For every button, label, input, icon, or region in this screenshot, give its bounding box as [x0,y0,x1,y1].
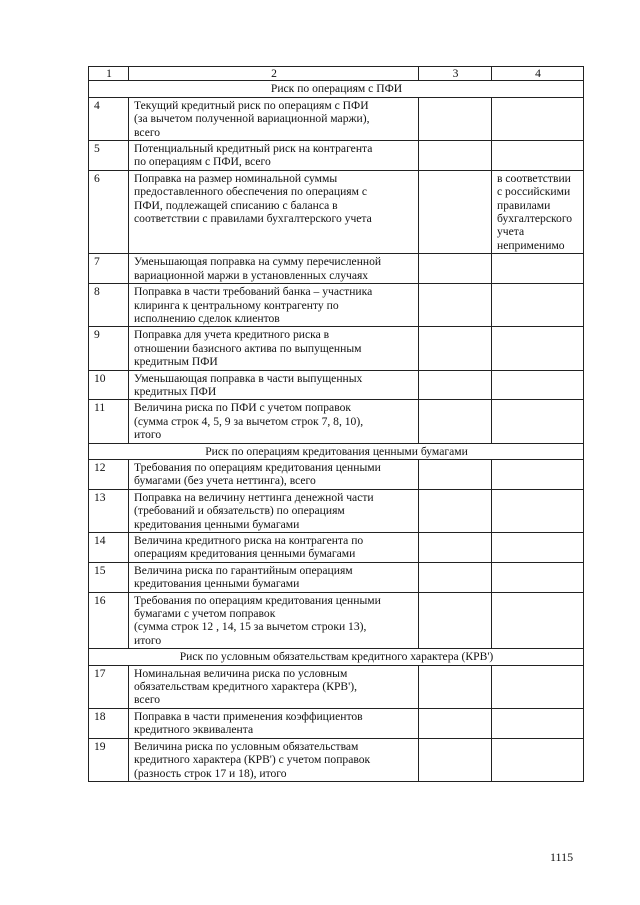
header-cell-2: 2 [129,67,419,81]
row-description: Номинальная величина риска по условным обязательствам кредитного характера (КРВ'), всего [129,665,419,708]
row-col3-value [419,327,492,370]
row-col4-value [492,738,584,781]
row-description: Поправка на величину неттинга денежной части (требований и обязательств) по операциям кредитования ценными бумагами [129,489,419,532]
row-description: Величина риска по условным обязательствам кредитного характера (КРВ') с учетом поправок (разность строк 17 и 18), итого [129,738,419,781]
row-description: Текущий кредитный риск по операциям с ПФИ (за вычетом полученной вариационной маржи), всего [129,97,419,140]
table-row [89,489,584,532]
row-number: 17 [89,665,129,708]
row-col4-value [492,459,584,489]
row-col3-value [419,370,492,400]
row-col4-value [492,400,584,443]
table-row [89,327,584,370]
row-description: Поправка для учета кредитного риска в отношении базисного актива по выпущенным кредитным ПФИ [129,327,419,370]
row-number: 16 [89,592,129,649]
row-col4-value [492,254,584,284]
row-col3-value [419,592,492,649]
row-description: Поправка в части применения коэффициентов кредитного эквивалента [129,708,419,738]
row-number: 7 [89,254,129,284]
row-number: 15 [89,562,129,592]
row-number: 6 [89,170,129,253]
table-row [89,170,584,253]
row-col4-value [492,97,584,140]
row-number: 8 [89,284,129,327]
row-number: 5 [89,141,129,171]
row-number: 10 [89,370,129,400]
table-row [89,562,584,592]
table-row [89,738,584,781]
row-col3-value [419,708,492,738]
row-col3-value [419,533,492,563]
page-number: 1115 [550,850,574,864]
table-row [89,400,584,443]
table-row [89,284,584,327]
row-col4-value [492,592,584,649]
row-col3-value [419,97,492,140]
row-col3-value [419,489,492,532]
row-col4-value [492,533,584,563]
section-title: Риск по условным обязательствам кредитного характера (КРВ') [89,649,584,665]
data-table [88,66,584,782]
row-col4-value: в соответствии с российскими правилами бухгалтерского учета неприменимо [492,170,584,253]
row-number: 4 [89,97,129,140]
row-number: 19 [89,738,129,781]
row-description: Величина риска по гарантийным операциям кредитования ценными бумагами [129,562,419,592]
row-description: Поправка в части требований банка – участника клиринга к центральному контрагенту по исполнению сделок клиентов [129,284,419,327]
section-header-row [89,81,584,97]
row-col4-value [492,708,584,738]
row-col3-value [419,562,492,592]
table-row [89,459,584,489]
row-number: 12 [89,459,129,489]
table-body [89,67,584,782]
row-number: 9 [89,327,129,370]
table-row [89,592,584,649]
row-number: 14 [89,533,129,563]
table-row [89,97,584,140]
header-cell-3: 3 [419,67,492,81]
row-col3-value [419,170,492,253]
row-col4-value [492,370,584,400]
table-row [89,141,584,171]
row-description: Требования по операциям кредитования ценными бумагами с учетом поправок (сумма строк 12 , 14, 15 за вычетом строки 13), итого [129,592,419,649]
row-col3-value [419,665,492,708]
table-row [89,708,584,738]
row-description: Величина кредитного риска на контрагента по операциям кредитования ценными бумагами [129,533,419,563]
row-description: Уменьшающая поправка на сумму перечисленной вариационной маржи в установленных случаях [129,254,419,284]
row-col3-value [419,254,492,284]
row-number: 11 [89,400,129,443]
row-col4-value [492,284,584,327]
section-header-row [89,649,584,665]
header-row [89,67,584,81]
row-description: Уменьшающая поправка в части выпущенных кредитных ПФИ [129,370,419,400]
table-row [89,665,584,708]
row-description: Потенциальный кредитный риск на контрагента по операциям с ПФИ, всего [129,141,419,171]
section-title: Риск по операциям с ПФИ [89,81,584,97]
section-title: Риск по операциям кредитования ценными бумагами [89,443,584,459]
row-col4-value [492,489,584,532]
row-col4-value [492,327,584,370]
row-description: Требования по операциям кредитования ценными бумагами (без учета неттинга), всего [129,459,419,489]
table-row [89,370,584,400]
row-col3-value [419,400,492,443]
row-col4-value [492,665,584,708]
table-row [89,254,584,284]
row-col4-value [492,562,584,592]
row-col3-value [419,284,492,327]
section-header-row [89,443,584,459]
row-col3-value [419,738,492,781]
row-col4-value [492,141,584,171]
header-cell-1: 1 [89,67,129,81]
row-col3-value [419,459,492,489]
row-number: 13 [89,489,129,532]
row-col3-value [419,141,492,171]
row-description: Величина риска по ПФИ с учетом поправок (сумма строк 4, 5, 9 за вычетом строк 7, 8, 10), итого [129,400,419,443]
row-number: 18 [89,708,129,738]
table-row [89,533,584,563]
header-cell-4: 4 [492,67,584,81]
row-description: Поправка на размер номинальной суммы предоставленного обеспечения по операциям с ПФИ, подлежащей списанию с баланса в соответствии с правилами бухгалтерского учета [129,170,419,253]
